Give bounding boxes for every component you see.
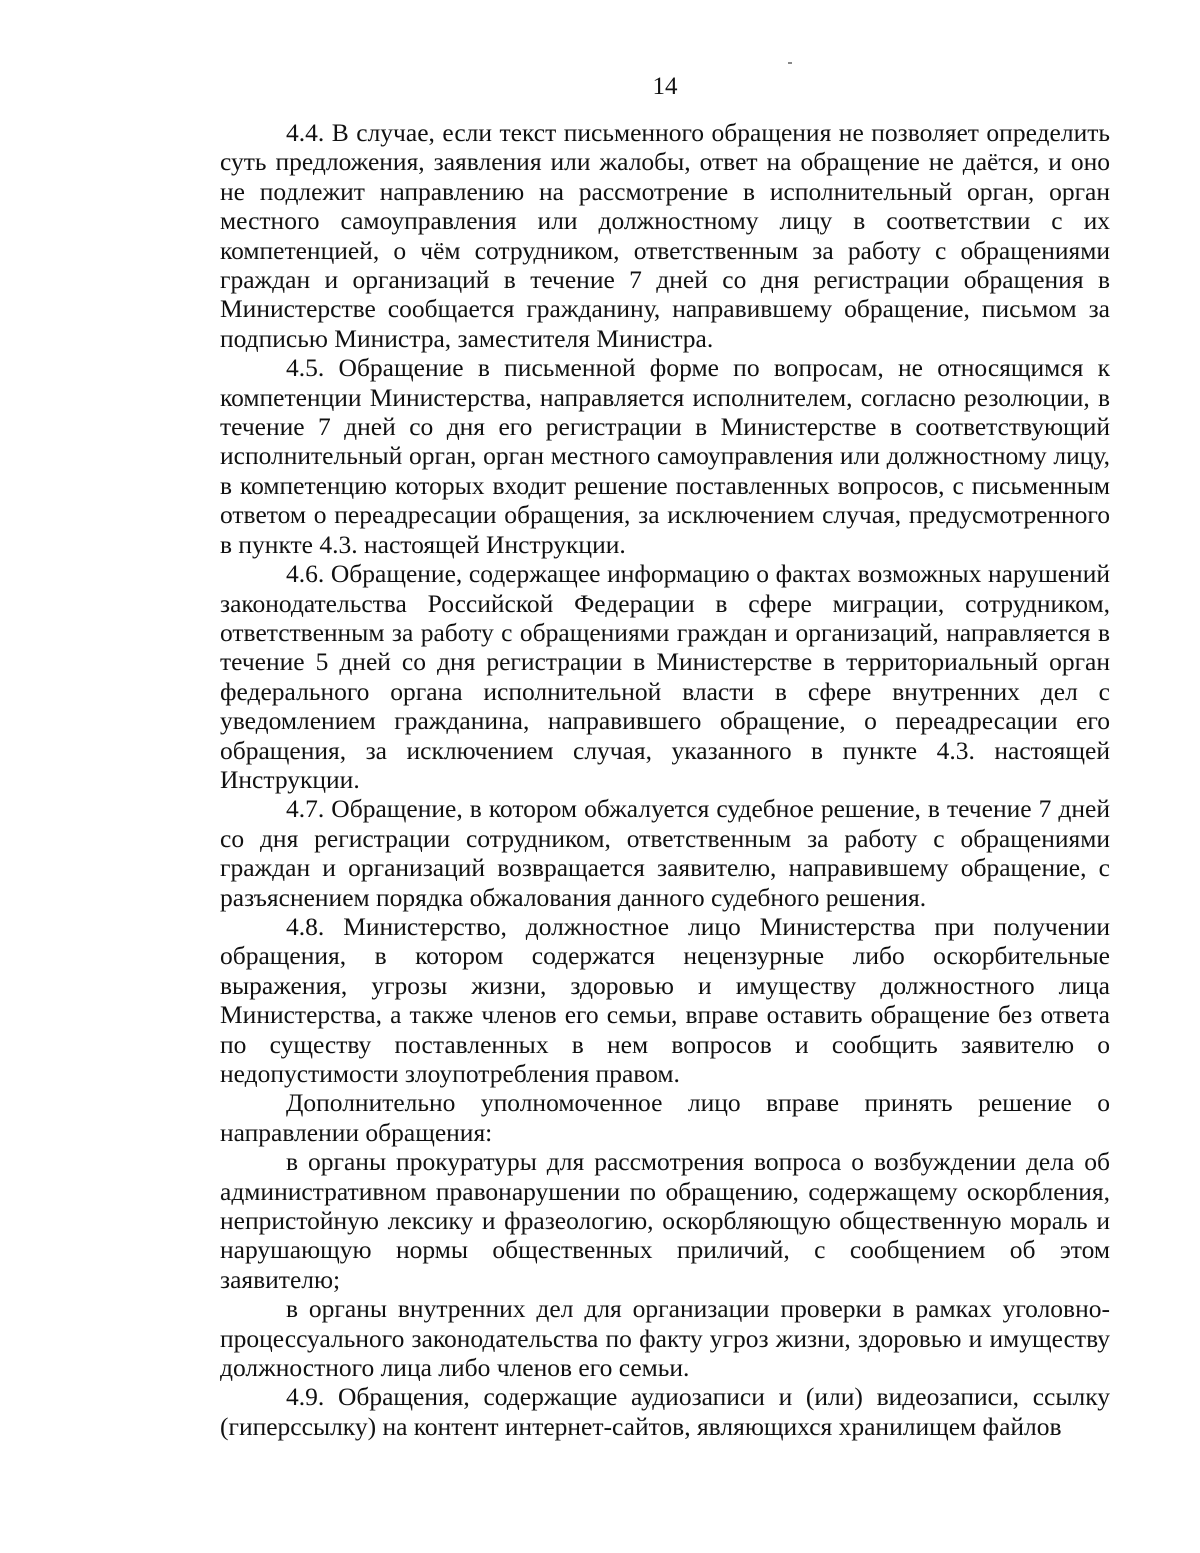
paragraph-additional: Дополнительно уполномоченное лицо вправе принять решение о направлении обращения:: [220, 1088, 1110, 1147]
paragraph-4-5: 4.5. Обращение в письменной форме по вопросам, не относящимся к компетенции Министерства, направляется исполнителем, согласно резолюции, в течение 7 дней со дня его регистрации в Министерстве в соответствующий исполнительный орган, орган местного самоуправления или должностному лицу, в компетенцию которых входит решение поставленных вопросов, с письменным ответом о переадресации обращения, за исключением случая, предусмотренного в пункте 4.3. настоящей Инструкции.: [220, 353, 1110, 559]
document-body: [220, 118, 1110, 1441]
page-number: 14: [652, 73, 678, 100]
paragraph-4-9: 4.9. Обращения, содержащие аудиозаписи и (или) видеозаписи, ссылку (гиперссылку) на контент интернет-сайтов, являющихся хранилищем файлов: [220, 1382, 1110, 1441]
paragraph-4-6: 4.6. Обращение, содержащее информацию о фактах возможных нарушений законодательства Российской Федерации в сфере миграции, сотрудником, ответственным за работу с обращениями граждан и организаций, направляется в течение 5 дней со дня регистрации в Министерстве в территориальный орган федерального органа исполнительной власти в сфере внутренних дел с уведомлением гражданина, направившего обращение, о переадресации его обращения, за исключением случая, указанного в пункте 4.3. настоящей Инструкции.: [220, 559, 1110, 794]
paragraph-4-4: 4.4. В случае, если текст письменного обращения не позволяет определить суть предложения, заявления или жалобы, ответ на обращение не даётся, и оно не подлежит направлению на рассмотрение в исполнительный орган, орган местного самоуправления или должностному лицу в соответствии с их компетенцией, о чём сотрудником, ответственным за работу с обращениями граждан и организаций в течение 7 дней со дня регистрации обращения в Министерстве сообщается гражданину, направившему обращение, письмом за подписью Министра, заместителя Министра.: [220, 118, 1110, 353]
paragraph-4-8: 4.8. Министерство, должностное лицо Министерства при получении обращения, в котором содержатся нецензурные либо оскорбительные выражения, угрозы жизни, здоровью и имуществу должностного лица Министерства, а также членов его семьи, вправе оставить обращение без ответа по существу поставленных в нем вопросов и сообщить заявителю о недопустимости злоупотребления правом.: [220, 911, 1110, 1088]
paragraph-prosecutor: в органы прокуратуры для рассмотрения вопроса о возбуждении дела об административном правонарушении по обращению, содержащему оскорбления, непристойную лексику и фразеологию, оскорбляющую общественную мораль и нарушающую нормы общественных приличий, с сообщением об этом заявителю;: [220, 1147, 1110, 1294]
scan-speck: [788, 62, 792, 64]
paragraph-internal-affairs: в органы внутренних дел для организации проверки в рамках уголовно-процессуального законодательства по факту угроз жизни, здоровью и имуществу должностного лица либо членов его семьи.: [220, 1294, 1110, 1383]
paragraph-4-7: 4.7. Обращение, в котором обжалуется судебное решение, в течение 7 дней со дня регистрации сотрудником, ответственным за работу с обращениями граждан и организаций возвращается заявителю, направившему обращение, с разъяснением порядка обжалования данного судебного решения.: [220, 794, 1110, 912]
